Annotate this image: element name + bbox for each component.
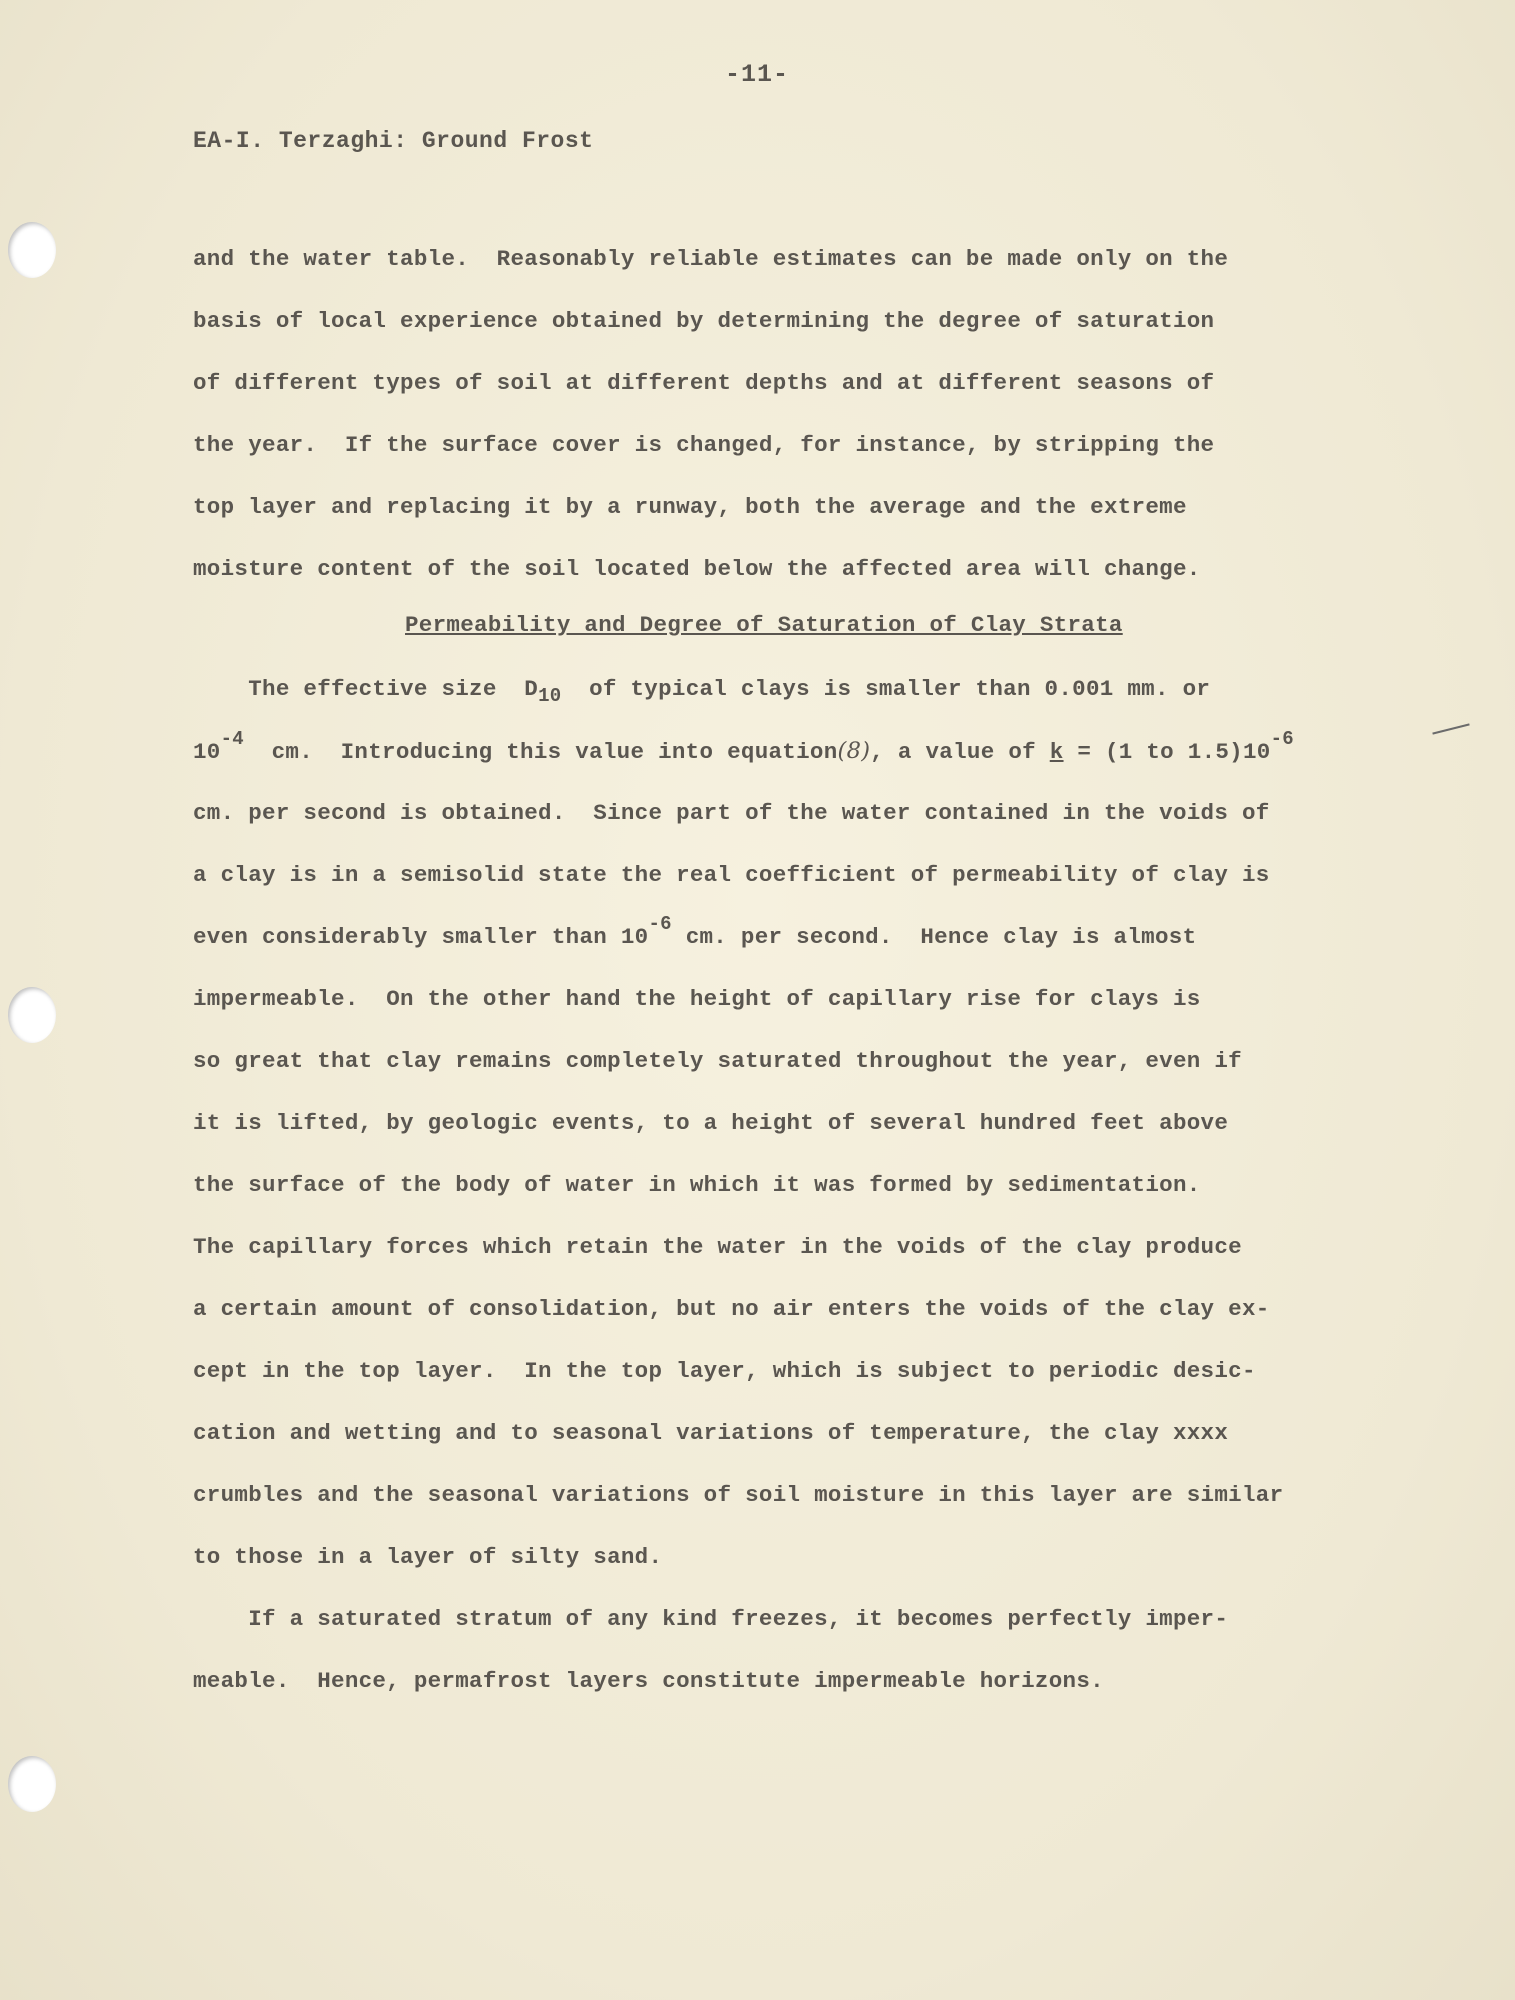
text-line: so great that clay remains completely saturated throughout the year, even if	[193, 1048, 1242, 1074]
text-line: a certain amount of consolidation, but no air enters the voids of the clay ex-	[193, 1296, 1270, 1322]
text-line: crumbles and the seasonal variations of soil moisture in this layer are similar	[193, 1482, 1284, 1508]
handwritten-equation-number: (8)	[837, 738, 871, 764]
text-line: to those in a layer of silty sand.	[193, 1544, 663, 1570]
section-heading: Permeability and Degree of Saturation of Clay Strata	[405, 612, 1123, 638]
text-line: the year. If the surface cover is changed, for instance, by stripping the	[193, 432, 1215, 458]
text-line: The effective size $D_{10}$ of typical clays is smaller than 0.001 mm. or	[193, 676, 1211, 707]
text-line: it is lifted, by geologic events, to a height of several hundred feet above	[193, 1110, 1229, 1136]
margin-pencil-mark	[1432, 723, 1469, 734]
text-line: $10^{-4}$ cm. Introducing this value into equation(8), a value of k = (1 to $1.5)10^{-6}$	[193, 728, 1294, 765]
page-number: -11-	[725, 60, 790, 89]
binder-hole	[8, 1756, 56, 1812]
binder-hole	[8, 987, 56, 1043]
text-line: cm. per second is obtained. Since part of the water contained in the voids of	[193, 800, 1270, 826]
text-line: and the water table. Reasonably reliable estimates can be made only on the	[193, 246, 1229, 272]
text-line: cation and wetting and to seasonal variations of temperature, the clay xxxx	[193, 1420, 1229, 1446]
text-line: even considerably smaller than $10^{-6}$ cm. per second. Hence clay is almost	[193, 913, 1197, 950]
text-line: moisture content of the soil located below the affected area will change.	[193, 556, 1201, 582]
binder-hole	[8, 222, 56, 278]
document-header: EA-I. Terzaghi: Ground Frost	[193, 128, 594, 154]
text-line: cept in the top layer. In the top layer, which is subject to periodic desic-	[193, 1358, 1256, 1384]
text-line: top layer and replacing it by a runway, both the average and the extreme	[193, 494, 1187, 520]
text-line: the surface of the body of water in which it was formed by sedimentation.	[193, 1172, 1201, 1198]
text-line: The capillary forces which retain the water in the voids of the clay produce	[193, 1234, 1242, 1260]
text-line: meable. Hence, permafrost layers constitute impermeable horizons.	[193, 1668, 1104, 1694]
text-line: impermeable. On the other hand the height of capillary rise for clays is	[193, 986, 1201, 1012]
text-line: If a saturated stratum of any kind freezes, it becomes perfectly imper-	[193, 1606, 1229, 1632]
text-line: a clay is in a semisolid state the real coefficient of permeability of clay is	[193, 862, 1270, 888]
text-line: of different types of soil at different depths and at different seasons of	[193, 370, 1215, 396]
text-line: basis of local experience obtained by determining the degree of saturation	[193, 308, 1215, 334]
